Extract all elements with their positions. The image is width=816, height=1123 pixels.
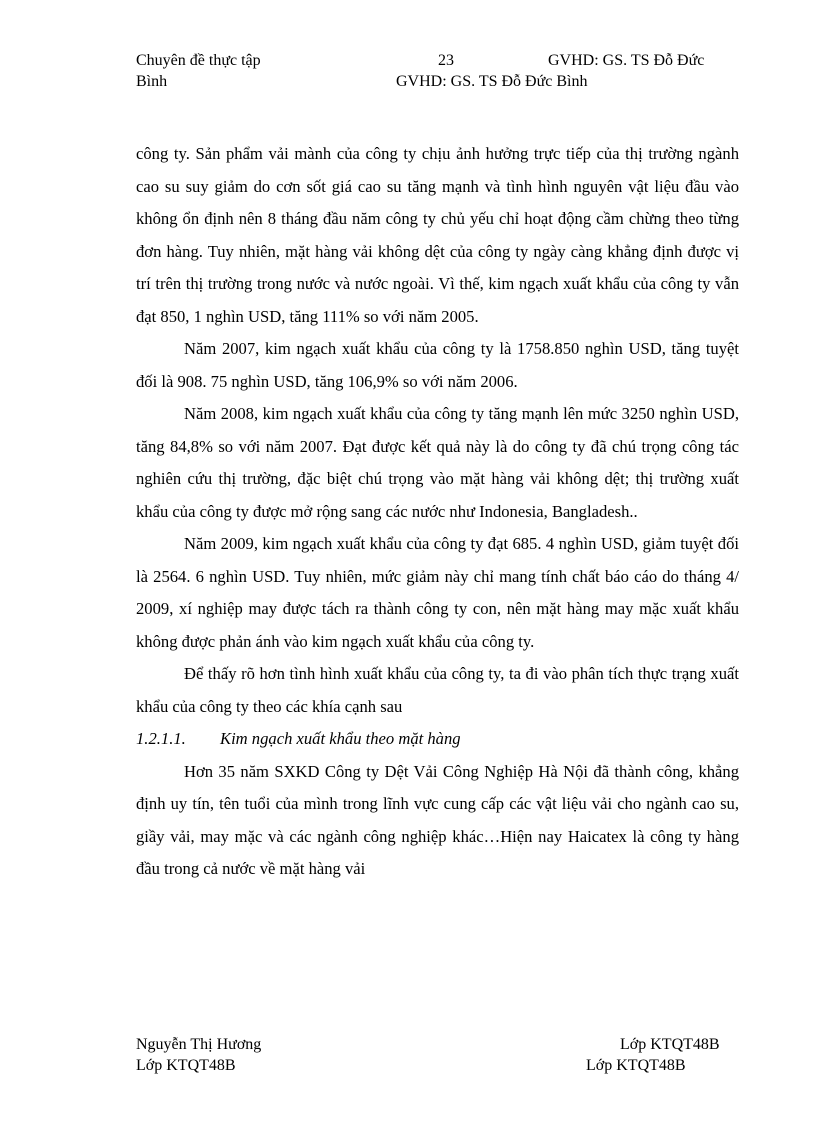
paragraph-intro-analysis: Để thấy rõ hơn tình hình xuất khẩu của công ty, ta đi vào phân tích thực trạng xuất khẩu của công ty theo các khía cạnh sau xyxy=(136,664,739,716)
section-title: Kim ngạch xuất khẩu theo mặt hàng xyxy=(220,729,461,748)
footer-class-right-repeat: Lớp KTQT48B xyxy=(586,1057,686,1074)
paragraph-2009: Năm 2009, kim ngạch xuất khẩu của công ty đạt 685. 4 nghìn USD, giảm tuyệt đối là 2564. 6 nghìn USD. Tuy nhiên, mức giảm này chỉ mang tính chất báo cáo do tháng 4/ 2009, xí nghiệp may được tách ra thành công ty con, nên mặt hàng may mặc xuất khẩu không được phản ánh vào kim ngạch xuất khẩu của công ty. xyxy=(136,534,739,651)
paragraph-2008: Năm 2008, kim ngạch xuất khẩu của công ty tăng mạnh lên mức 3250 nghìn USD, tăng 84,8% so với năm 2007. Đạt được kết quả này là do công ty đã chú trọng công tác nghiên cứu thị trường, đặc biệt chú trọng vào mặt hàng vải không dệt; thị trường xuất khẩu của công ty được mở rộng sang các nước như Indonesia, Bangladesh.. xyxy=(136,404,739,521)
footer-class-left: Lớp KTQT48B xyxy=(136,1057,236,1074)
paragraph-company-overview: Hơn 35 năm SXKD Công ty Dệt Vải Công Nghiệp Hà Nội đã thành công, khẳng định uy tín, tên tuổi của mình trong lĩnh vực cung cấp các vật liệu vải cho ngành cao su, giầy vải, may mặc và các ngành công nghiệp khác…Hiện nay Haicatex là công ty hàng đầu trong cả nước về mặt hàng vải xyxy=(136,761,739,878)
footer-class-right: Lớp KTQT48B xyxy=(620,1036,720,1053)
section-heading xyxy=(136,723,739,756)
section-number: 1.2.1.1. xyxy=(136,729,186,748)
body-text xyxy=(136,138,739,886)
footer-author: Nguyễn Thị Hương xyxy=(136,1036,262,1053)
paragraph-continuation: công ty. Sản phẩm vải mành của công ty chịu ảnh hưởng trực tiếp của thị trường ngành cao su suy giảm do cơn sốt giá cao su tăng mạnh và tình hình nguyên vật liệu đầu vào không ổn định nên 8 tháng đầu năm công ty chủ yếu chỉ hoạt động cầm chừng theo từng đơn hàng. Tuy nhiên, mặt hàng vải không dệt của công ty ngày càng khẳng định được vị trí trên thị trường trong nước và nước ngoài. Vì thế, kim ngạch xuất khẩu của công ty vẫn đạt 850, 1 nghìn USD, tăng 111% so với năm 2005. xyxy=(136,144,739,326)
header-title-continued: Bình xyxy=(136,73,168,90)
header-supervisor: GVHD: GS. TS Đỗ Đức xyxy=(548,52,705,69)
header-title: Chuyên đề thực tập xyxy=(136,52,261,69)
page-number: 23 xyxy=(438,52,454,69)
paragraph-2007: Năm 2007, kim ngạch xuất khẩu của công ty là 1758.850 nghìn USD, tăng tuyệt đối là 908. 75 nghìn USD, tăng 106,9% so với năm 2006. xyxy=(136,339,739,391)
header-supervisor-repeat: GVHD: GS. TS Đỗ Đức Bình xyxy=(396,73,588,90)
